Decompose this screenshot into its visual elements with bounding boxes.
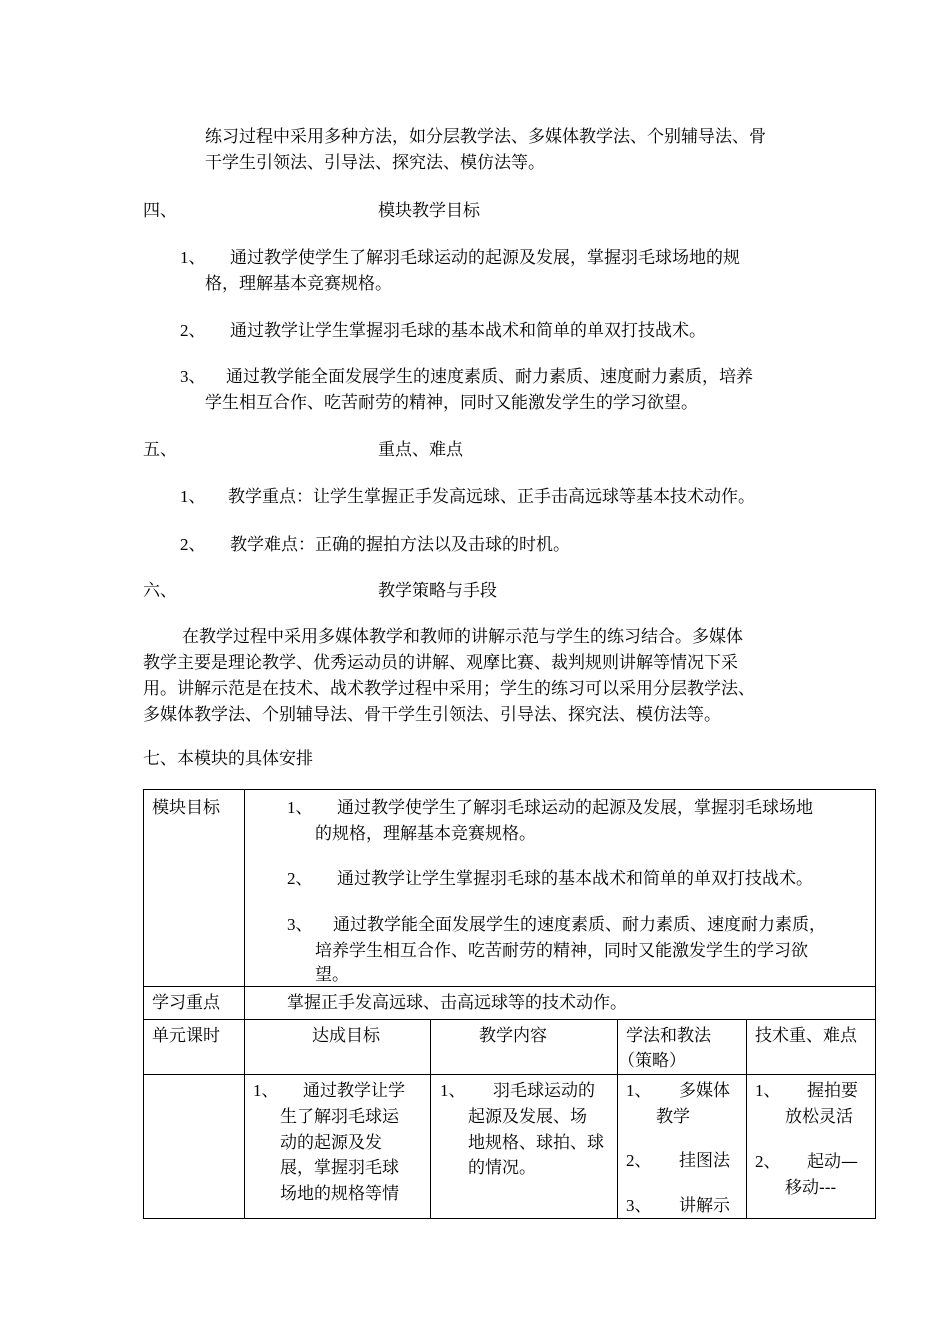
section5-title: 重点、难点 bbox=[378, 440, 463, 460]
row1-content-line3: 地规格、球拍、球 bbox=[468, 1133, 604, 1153]
table-rule-after-header bbox=[143, 1074, 876, 1075]
section5-item1-text: 教学重点：让学生掌握正手发高远球、正手击高远球等基本技术动作。 bbox=[228, 487, 755, 507]
row1-method3-line1: 讲解示 bbox=[679, 1196, 730, 1216]
section5-item2-num: 2、 bbox=[180, 535, 206, 554]
section7-title: 七、本模块的具体安排 bbox=[143, 749, 313, 769]
header-method-line2: （策略） bbox=[618, 1051, 686, 1071]
section6-paragraph-line-3: 用。讲解示范是在技术、战术教学过程中采用；学生的练习可以采用分层教学法、 bbox=[143, 679, 755, 699]
section4-item2-num: 2、 bbox=[180, 321, 206, 340]
row1-content-line2: 起源及发展、场 bbox=[468, 1107, 587, 1127]
row1-method3-num: 3、 bbox=[626, 1196, 652, 1215]
row1-goal-line1: 通过教学让学 bbox=[303, 1081, 405, 1101]
section4-item2-line1: 通过教学让学生掌握羽毛球的基本战术和简单的单双打技战术。 bbox=[230, 321, 706, 341]
table-goal3-num: 3、 bbox=[287, 915, 313, 934]
row1-content-num: 1、 bbox=[440, 1081, 466, 1100]
table-goal3-line2: 培养学生相互合作、吃苦耐劳的精神，同时又能激发学生的学习欲 bbox=[315, 941, 808, 961]
section4-item3-num: 3、 bbox=[180, 367, 206, 386]
schedule-table bbox=[143, 789, 876, 1219]
table-rule-after-focus bbox=[143, 1019, 876, 1020]
header-key: 技术重、难点 bbox=[755, 1026, 857, 1046]
row1-key1-line1: 握拍要 bbox=[807, 1081, 858, 1101]
row1-key2-num: 2、 bbox=[755, 1152, 781, 1171]
row1-method2-line1: 挂图法 bbox=[679, 1151, 730, 1171]
section4-item3-line2: 学生相互合作、吃苦耐劳的精神，同时又能激发学生的学习欲望。 bbox=[205, 393, 698, 413]
table-col-divider-4 bbox=[746, 1019, 747, 1219]
row1-method1-num: 1、 bbox=[626, 1081, 652, 1100]
section6-paragraph-line-2: 教学主要是理论教学、优秀运动员的讲解、观摩比赛、裁判规则讲解等情况下采 bbox=[143, 653, 738, 673]
table-border-bottom bbox=[143, 1218, 876, 1219]
section6-number: 六、 bbox=[143, 581, 177, 601]
intro-line-2: 干学生引领法、引导法、探究法、模仿法等。 bbox=[205, 153, 545, 173]
row1-goal-num: 1、 bbox=[253, 1081, 279, 1100]
section6-title: 教学策略与手段 bbox=[378, 581, 497, 601]
row1-goal-line4: 展，掌握羽毛球 bbox=[280, 1158, 399, 1178]
header-goal: 达成目标 bbox=[312, 1026, 380, 1046]
row1-key2-line2: 移动--- bbox=[785, 1178, 837, 1198]
section5-number: 五、 bbox=[143, 440, 177, 460]
table-border-left bbox=[143, 789, 144, 1219]
table-border-right bbox=[875, 789, 876, 1219]
focus-text: 掌握正手发高远球、击高远球等的技术动作。 bbox=[287, 993, 627, 1013]
table-goal1-num: 1、 bbox=[287, 798, 313, 817]
row1-goal-line3: 动的起源及发 bbox=[280, 1133, 382, 1153]
section4-item1-num: 1、 bbox=[180, 248, 206, 267]
row1-key1-num: 1、 bbox=[755, 1081, 781, 1100]
table-goal1-line1: 通过教学使学生了解羽毛球运动的起源及发展，掌握羽毛球场地 bbox=[337, 798, 813, 818]
section4-item3-line1: 通过教学能全面发展学生的速度素质、耐力素质、速度耐力素质，培养 bbox=[226, 367, 753, 387]
table-col-divider-1 bbox=[244, 789, 245, 1219]
section5-item1-num: 1、 bbox=[180, 487, 206, 506]
row1-goal-line2: 生了解羽毛球运 bbox=[280, 1107, 399, 1127]
row1-goal-line5: 场地的规格等情 bbox=[280, 1184, 399, 1204]
table-goal3-line1: 通过教学能全面发展学生的速度素质、耐力素质、速度耐力素质， bbox=[333, 915, 826, 935]
intro-line-1: 练习过程中采用多种方法，如分层教学法、多媒体教学法、个别辅导法、骨 bbox=[205, 127, 766, 147]
section4-item1-line1: 通过教学使学生了解羽毛球运动的起源及发展，掌握羽毛球场地的规 bbox=[230, 248, 740, 268]
section5-item2-text: 教学难点：正确的握拍方法以及击球的时机。 bbox=[230, 535, 570, 555]
row1-content-line4: 的情况。 bbox=[468, 1158, 536, 1178]
row1-key1-line2: 放松灵活 bbox=[785, 1107, 853, 1127]
table-goal2-num: 2、 bbox=[287, 869, 313, 888]
row1-method2-num: 2、 bbox=[626, 1151, 652, 1170]
header-unit: 单元课时 bbox=[152, 1026, 220, 1046]
table-col-divider-2 bbox=[430, 1019, 431, 1219]
table-rule-after-goals bbox=[143, 986, 876, 987]
row1-key2-line1: 起动— bbox=[807, 1152, 858, 1172]
section4-number: 四、 bbox=[143, 201, 177, 221]
table-goal2-line1: 通过教学让学生掌握羽毛球的基本战术和简单的单双打技战术。 bbox=[337, 869, 813, 889]
row1-method1-line2: 教学 bbox=[656, 1107, 690, 1127]
row1-content-line1: 羽毛球运动的 bbox=[493, 1081, 595, 1101]
section6-paragraph-line-1: 在教学过程中采用多媒体教学和教师的讲解示范与学生的练习结合。多媒体 bbox=[182, 627, 743, 647]
focus-label: 学习重点 bbox=[152, 993, 220, 1013]
table-goal1-line2: 的规格，理解基本竞赛规格。 bbox=[315, 824, 536, 844]
section4-title: 模块教学目标 bbox=[378, 201, 480, 221]
section4-item1-line2: 格，理解基本竞赛规格。 bbox=[205, 274, 392, 294]
header-content: 教学内容 bbox=[479, 1026, 547, 1046]
section6-paragraph-line-4: 多媒体教学法、个别辅导法、骨干学生引领法、引导法、探究法、模仿法等。 bbox=[143, 705, 721, 725]
row1-method1-line1: 多媒体 bbox=[679, 1081, 730, 1101]
table-border-top bbox=[143, 789, 876, 790]
header-method-line1: 学法和教法 bbox=[626, 1026, 711, 1046]
goal-label: 模块目标 bbox=[152, 798, 220, 818]
table-goal3-line3: 望。 bbox=[315, 965, 349, 985]
